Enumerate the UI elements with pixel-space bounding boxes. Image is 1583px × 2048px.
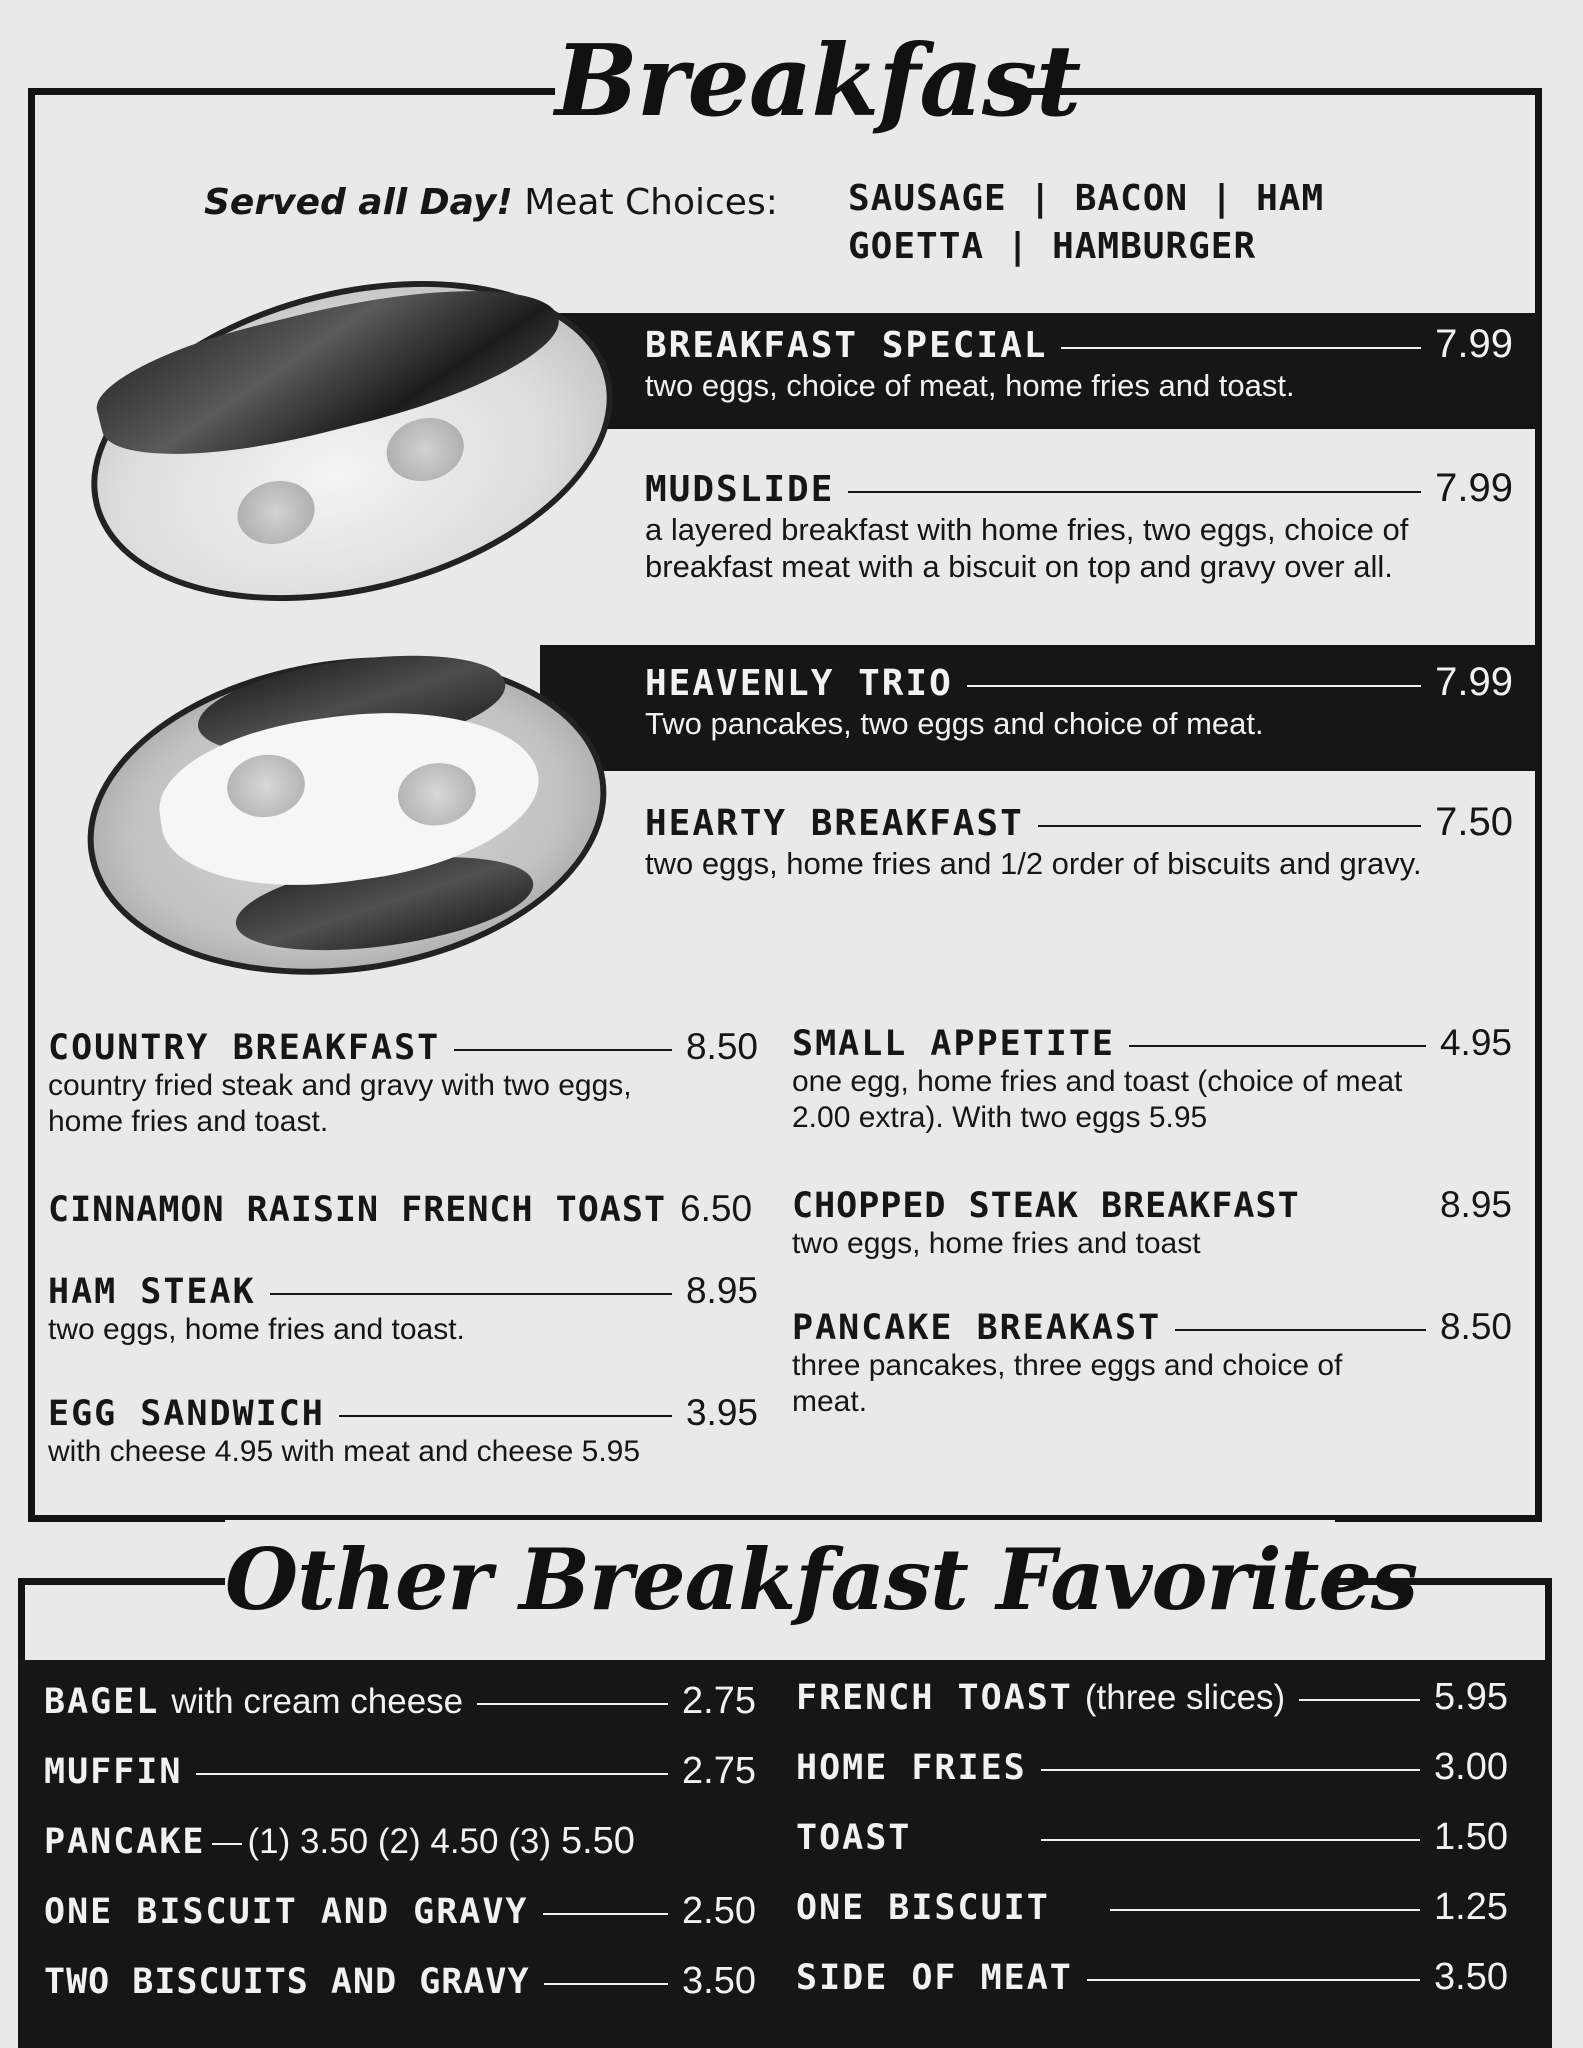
menu-item-hearty-breakfast	[645, 800, 1513, 882]
item-price: 1.50	[1434, 1816, 1508, 1858]
egg-yolk	[380, 410, 471, 489]
leader-line	[1299, 1699, 1420, 1701]
item-price: 8.50	[1439, 1306, 1512, 1347]
item-name: HAM STEAK	[48, 1272, 256, 1312]
item-price: 3.50	[1434, 1956, 1508, 1998]
served-all-day	[204, 182, 778, 223]
menu-item-heavenly-trio	[645, 660, 1513, 742]
item-price: 7.99	[1435, 660, 1513, 704]
meat-choices-line-2: GOETTA | HAMBURGER	[848, 226, 1257, 267]
menu-item-country-breakfast	[48, 1026, 758, 1140]
item-name: ONE BISCUIT	[796, 1888, 1050, 1928]
item-description: with cheese 4.95 with meat and cheese 5.95	[48, 1435, 641, 1468]
item-price: 1.25	[1434, 1886, 1508, 1928]
menu-item-cinnamon-raisin-french-toast	[48, 1188, 758, 1230]
item-price: 7.99	[1435, 322, 1513, 366]
item-name: MUDSLIDE	[645, 469, 835, 510]
item-name: BAGEL	[44, 1682, 160, 1722]
fav-item-side-of-meat	[796, 1956, 1508, 1999]
item-name: ONE BISCUIT AND GRAVY	[44, 1892, 529, 1932]
meat-choices-label: Meat Choices:	[524, 182, 778, 223]
meat-choices-line-1: SAUSAGE | BACON | HAM	[848, 178, 1325, 219]
item-price: 2.50	[682, 1890, 756, 1932]
leader-line	[1087, 1979, 1420, 1981]
item-name: EGG SANDWICH	[48, 1394, 325, 1434]
item-name: CHOPPED STEAK BREAKFAST	[792, 1186, 1300, 1226]
leader-line	[543, 1913, 669, 1915]
leader-line	[1129, 1045, 1426, 1047]
menu-item-egg-sandwich	[48, 1392, 758, 1470]
menu-item-ham-steak	[48, 1270, 758, 1348]
leader-line	[196, 1773, 668, 1775]
fav-item-pancake	[44, 1820, 756, 1863]
fav-item-one-biscuit	[796, 1886, 1508, 1929]
item-price: 3.50	[682, 1960, 756, 2002]
item-price: 3.95	[685, 1392, 758, 1433]
item-name: HEAVENLY TRIO	[645, 663, 953, 704]
breakfast-title: Breakfast	[555, 22, 1025, 142]
menu-item-mudslide	[645, 466, 1513, 585]
leader-line	[1038, 825, 1421, 827]
item-name: BREAKFAST SPECIAL	[645, 325, 1048, 366]
item-description: two eggs, home fries and 1/2 order of biscuits and gravy.	[645, 846, 1422, 881]
item-price: 5.50	[560, 1820, 635, 1862]
item-price: 2.75	[682, 1750, 756, 1792]
item-name: COUNTRY BREAKFAST	[48, 1028, 441, 1068]
leader-line	[1175, 1329, 1426, 1331]
item-price: 7.99	[1435, 466, 1513, 510]
fav-item-one-biscuit-and-gravy	[44, 1890, 756, 1933]
fav-item-muffin	[44, 1750, 756, 1793]
leader-line	[1061, 347, 1421, 349]
leader-line	[1041, 1839, 1420, 1841]
leader-line	[454, 1049, 672, 1051]
menu-item-chopped-steak-breakfast	[792, 1184, 1512, 1262]
fav-item-bagel	[44, 1680, 756, 1723]
leader-line	[967, 685, 1421, 687]
item-name: HEARTY BREAKFAST	[645, 803, 1024, 844]
item-price: 8.95	[685, 1270, 758, 1311]
item-price: 5.95	[1434, 1676, 1508, 1718]
leader-line	[1314, 1207, 1426, 1209]
item-description: three pancakes, three eggs and choice of meat.	[792, 1349, 1343, 1418]
favorites-title: Other Breakfast Favorites	[225, 1520, 1335, 1640]
leader-line	[270, 1293, 672, 1295]
item-name: PANCAKE BREAKAST	[792, 1308, 1162, 1348]
item-description: country fried steak and gravy with two eggs, home fries and toast.	[48, 1069, 632, 1138]
served-prefix: Served all Day!	[204, 182, 513, 223]
item-price: 6.50	[680, 1188, 753, 1229]
item-description: one egg, home fries and toast (choice of meat 2.00 extra). With two eggs 5.95	[792, 1065, 1403, 1134]
item-extra: (three slices)	[1084, 1678, 1286, 1717]
item-name: FRENCH TOAST	[796, 1678, 1073, 1718]
item-description: Two pancakes, two eggs and choice of meat.	[645, 706, 1264, 741]
item-name: PANCAKE	[44, 1822, 206, 1862]
item-description: a layered breakfast with home fries, two eggs, choice of breakfast meat with a biscuit on top and gravy over all.	[645, 512, 1409, 585]
item-name: TWO BISCUITS AND GRAVY	[44, 1962, 530, 2002]
fav-item-french-toast	[796, 1676, 1508, 1719]
item-description: two eggs, home fries and toast.	[48, 1313, 465, 1346]
leader-line	[212, 1843, 242, 1845]
item-description: two eggs, choice of meat, home fries and toast.	[645, 368, 1295, 403]
leader-line	[1110, 1909, 1420, 1911]
leader-line	[544, 1983, 668, 1985]
item-price: 8.95	[1439, 1184, 1512, 1225]
item-extra: with cream cheese	[171, 1682, 464, 1721]
menu-item-pancake-breakfast	[792, 1306, 1512, 1420]
leader-line	[848, 491, 1421, 493]
egg-yolk	[231, 473, 322, 552]
item-name: TOAST	[796, 1818, 912, 1858]
leader-line	[477, 1703, 668, 1705]
fav-item-two-biscuits-and-gravy	[44, 1960, 756, 2003]
item-name: HOME FRIES	[796, 1748, 1027, 1788]
item-name: SIDE OF MEAT	[796, 1958, 1073, 1998]
item-price: 2.75	[682, 1680, 756, 1722]
item-price: 3.00	[1434, 1746, 1508, 1788]
item-extra: (1) 3.50 (2) 4.50 (3)	[247, 1822, 551, 1861]
menu-item-small-appetite	[792, 1022, 1512, 1136]
leader-line	[1041, 1769, 1420, 1771]
fav-item-toast	[796, 1816, 1508, 1859]
menu-item-breakfast-special	[645, 322, 1513, 404]
item-name: SMALL APPETITE	[792, 1024, 1116, 1064]
item-name: MUFFIN	[44, 1752, 183, 1792]
leader-line	[339, 1415, 672, 1417]
item-description: two eggs, home fries and toast	[792, 1227, 1201, 1260]
item-price: 7.50	[1435, 800, 1513, 844]
fav-item-home-fries	[796, 1746, 1508, 1789]
item-price: 8.50	[685, 1026, 758, 1067]
item-price: 4.95	[1439, 1022, 1512, 1063]
item-name: CINNAMON RAISIN FRENCH TOAST	[48, 1190, 667, 1230]
